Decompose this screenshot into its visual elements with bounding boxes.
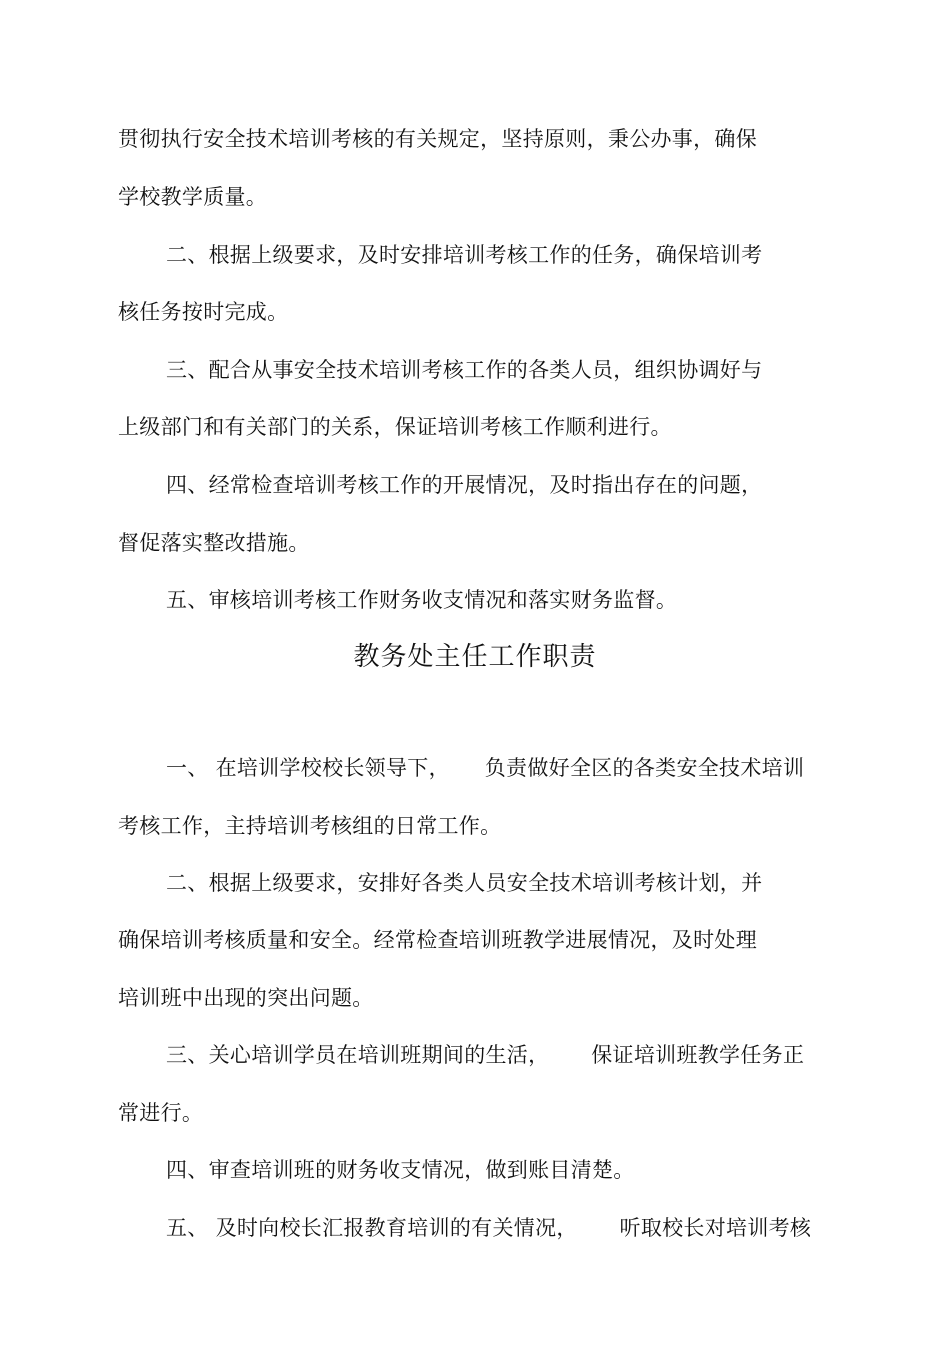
paragraph-line: 考核工作，主持培训考核组的日常工作。 bbox=[118, 814, 502, 838]
paragraph-line: 确保培训考核质量和安全。经常检查培训班教学进展情况，及时处理 bbox=[118, 928, 757, 952]
paragraph-line: 二、根据上级要求，安排好各类人员安全技术培训考核计划，并 bbox=[166, 871, 763, 895]
paragraph-line: 四、审查培训班的财务收支情况，做到账目清楚。 bbox=[166, 1158, 635, 1182]
paragraph-line: 四、经常检查培训考核工作的开展情况，及时指出存在的问题， bbox=[166, 473, 763, 497]
paragraph-line: 五、审核培训考核工作财务收支情况和落实财务监督。 bbox=[166, 588, 678, 612]
section-title: 教务处主任工作职责 bbox=[353, 642, 597, 672]
paragraph-line: 上级部门和有关部门的关系，保证培训考核工作顺利进行。 bbox=[118, 415, 672, 439]
paragraph-line: 核任务按时完成。 bbox=[118, 300, 289, 324]
paragraph-line: 三、配合从事安全技术培训考核工作的各类人员，组织协调好与 bbox=[166, 358, 763, 382]
paragraph-line: 学校教学质量。 bbox=[118, 185, 268, 209]
paragraph-line: 督促落实整改措施。 bbox=[118, 531, 310, 555]
paragraph-line: 贯彻执行安全技术培训考核的有关规定，坚持原则，秉公办事，确保 bbox=[118, 127, 757, 151]
paragraph-line: 常进行。 bbox=[118, 1101, 204, 1125]
paragraph-line: 一、 在培训学校校长领导下， 负责做好全区的各类安全技术培训 bbox=[166, 756, 805, 780]
paragraph-line: 培训班中出现的突出问题。 bbox=[118, 986, 374, 1010]
paragraph-line: 二、根据上级要求，及时安排培训考核工作的任务，确保培训考 bbox=[166, 243, 763, 267]
paragraph-line: 三、关心培训学员在培训班期间的生活， 保证培训班教学任务正 bbox=[166, 1043, 805, 1067]
paragraph-line: 五、 及时向校长汇报教育培训的有关情况， 听取校长对培训考核 bbox=[166, 1216, 812, 1240]
